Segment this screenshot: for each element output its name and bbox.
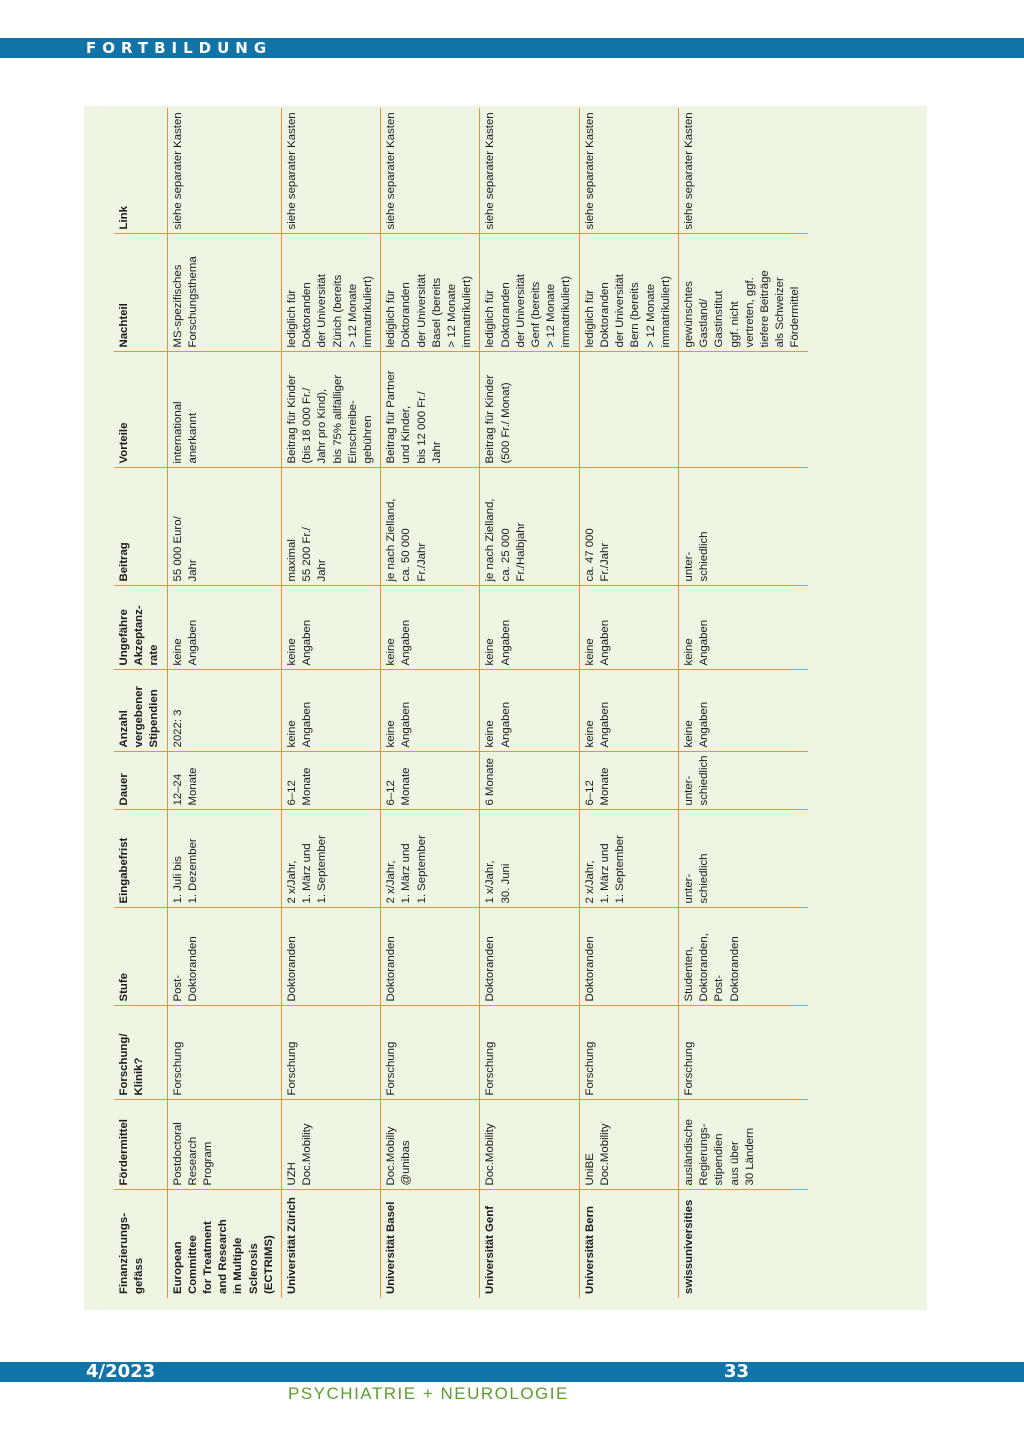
table-cell: Beitrag für Kinder (500 Fr./ Monat) [480, 352, 579, 468]
row-header-cell: Universität Genf [480, 1190, 579, 1298]
row-header-cell: swissuniversities [678, 1190, 807, 1298]
table-cell: keine Angaben [579, 670, 678, 752]
table-cell: siehe separater Kasten [381, 108, 480, 234]
table-cell: lediglich für Doktoranden der Universität Zürich (bereits > 12 Monate immatrikuliert) [282, 234, 381, 352]
table-cell: unter- schiedlich [678, 810, 807, 908]
table-row [282, 108, 381, 1298]
table-cell: 1. Juli bis 1. Dezember [167, 810, 281, 908]
table-cell: keine Angaben [480, 586, 579, 670]
table-cell [579, 352, 678, 468]
table-cell: 2 x/Jahr, 1. März und 1. September [381, 810, 480, 908]
table-cell: siehe separater Kasten [282, 108, 381, 234]
table-cell: 6–12 Monate [282, 752, 381, 810]
table-row [381, 108, 480, 1298]
table-cell: UniBE Doc.Mobility [579, 1100, 678, 1190]
table-cell: keine Angaben [282, 586, 381, 670]
column-header: Finanzierungs- gefäss [118, 1212, 146, 1294]
table-cell: gewünschtes Gastland/ Gastinstitut ggf. nicht vertreten, ggf. tiefere Beiträge als Schweizer Fördermittel [678, 234, 807, 352]
column-header: Beitrag [114, 468, 167, 586]
table-cell: keine Angaben [167, 586, 281, 670]
table-cell: keine Angaben [381, 586, 480, 670]
issue-number: 4/2023 [86, 1361, 156, 1382]
table-cell: Forschung [282, 1006, 381, 1100]
table-cell: je nach Zielland, ca. 50 000 Fr./Jahr [381, 468, 480, 586]
table-cell: 2 x/Jahr, 1. März und 1. September [579, 810, 678, 908]
table-cell: je nach Zielland, ca. 25 000 Fr./Halbjahr [480, 468, 579, 586]
column-header: Nachteil [114, 234, 167, 352]
table-cell: keine Angaben [678, 670, 807, 752]
table-cell: Forschung [579, 1006, 678, 1100]
table-cell: keine Angaben [381, 670, 480, 752]
table-cell: lediglich für Doktoranden der Universität Basel (bereits > 12 Monate immatrikuliert) [381, 234, 480, 352]
table-cell: siehe separater Kasten [167, 108, 281, 234]
column-header: Anzahl vergebener Stipendien [114, 670, 167, 752]
table-cell: Studenten, Doktoranden, Post- Doktoranden [678, 908, 807, 1006]
table-cell: lediglich für Doktoranden der Universität Genf (bereits > 12 Monate immatrikuliert) [480, 234, 579, 352]
table-cell: Doc.Mobility [480, 1100, 579, 1190]
table-cell: lediglich für Doktoranden der Universität Bern (bereits > 12 Monate immatrikuliert) [579, 234, 678, 352]
column-header: Fördermittel [114, 1100, 167, 1190]
column-header: Link [114, 108, 167, 234]
table-cell: 2 x/Jahr, 1. März und 1. September [282, 810, 381, 908]
column-header: Vorteile [114, 352, 167, 468]
table-cell: Beitrag für Partner und Kinder, bis 12 000 Fr./ Jahr [381, 352, 480, 468]
table-cell: ausländische Regierungs- stipendien aus über 30 Ländern [678, 1100, 807, 1190]
table-cell: Doktoranden [381, 908, 480, 1006]
table-cell: 1 x/Jahr, 30. Juni [480, 810, 579, 908]
table-cell: MS-spezifisches Forschungsthema [167, 234, 281, 352]
table-cell [678, 352, 807, 468]
table-cell: Doktoranden [579, 908, 678, 1006]
column-header: Eingabefrist [114, 810, 167, 908]
rotated-table-container [84, 106, 927, 1310]
table-row [167, 108, 281, 1298]
table-cell: Beitrag für Kinder (bis 18 000 Fr./ Jahr pro Kind), bis 75% allfälliger Einschreibe- gebühren [282, 352, 381, 468]
table-cell: keine Angaben [579, 586, 678, 670]
table-row [480, 108, 579, 1298]
table-header-row [114, 108, 167, 1298]
table-cell: Doktoranden [480, 908, 579, 1006]
table-cell: Forschung [381, 1006, 480, 1100]
journal-name: PSYCHIATRIE + NEUROLOGIE [288, 1384, 569, 1403]
page-number: 33 [724, 1361, 750, 1382]
table-cell: 12–24 Monate [167, 752, 281, 810]
table-cell: Doc.Mobiliy @unibas [381, 1100, 480, 1190]
table-cell: keine Angaben [678, 586, 807, 670]
table-cell: ca. 47 000 Fr./Jahr [579, 468, 678, 586]
row-header-cell: Universität Basel [381, 1190, 480, 1298]
section-label: FORTBILDUNG [86, 39, 273, 57]
table-cell: maximal 55 200 Fr./ Jahr [282, 468, 381, 586]
table-row [678, 108, 807, 1298]
column-header: Dauer [114, 752, 167, 810]
row-header-cell: Universität Zürich [282, 1190, 381, 1298]
funding-table [114, 108, 808, 1298]
column-header: Ungefähre Akzeptanz- rate [114, 586, 167, 670]
row-header-cell: European Committee for Treatment and Research in Multiple Sclerosis (ECTRIMS) [167, 1190, 281, 1298]
row-header-cell: Universität Bern [579, 1190, 678, 1298]
table-cell: Doktoranden [282, 908, 381, 1006]
table-cell: Post- Doktoranden [167, 908, 281, 1006]
table-cell: keine Angaben [480, 670, 579, 752]
table-cell: Forschung [480, 1006, 579, 1100]
table-cell: siehe separater Kasten [579, 108, 678, 234]
column-header: Forschung/ Klinik? [114, 1006, 167, 1100]
table-cell: siehe separater Kasten [480, 108, 579, 234]
table-cell: 6–12 Monate [579, 752, 678, 810]
table-cell: 2022: 3 [167, 670, 281, 752]
table-cell: keine Angaben [282, 670, 381, 752]
table-cell: Forschung [678, 1006, 807, 1100]
table-cell: unter- schiedlich [678, 752, 807, 810]
table-cell: Postdoctoral Research Program [167, 1100, 281, 1190]
table-cell: UZH Doc.Mobility [282, 1100, 381, 1190]
table-cell: 6–12 Monate [381, 752, 480, 810]
table-panel [84, 106, 927, 1310]
column-header: Stufe [114, 908, 167, 1006]
table-cell: 55 000 Euro/ Jahr [167, 468, 281, 586]
table-cell: unter- schiedlich [678, 468, 807, 586]
table-cell: international anerkannt [167, 352, 281, 468]
table-body [167, 108, 807, 1298]
table-row [579, 108, 678, 1298]
table-cell: siehe separater Kasten [678, 108, 807, 234]
table-cell: 6 Monate [480, 752, 579, 810]
table-cell: Forschung [167, 1006, 281, 1100]
